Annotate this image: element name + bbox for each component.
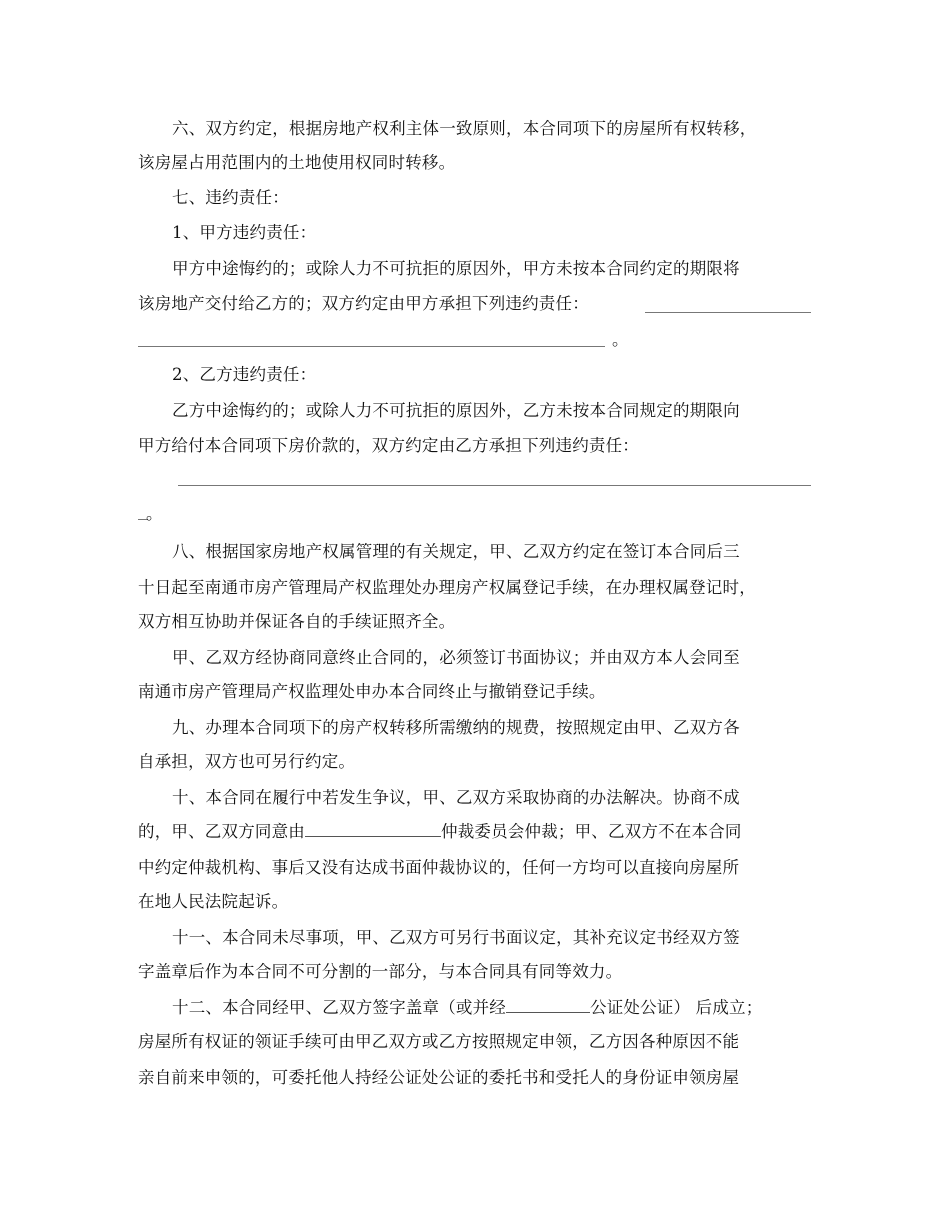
- clause-8-line-2: 十日起至南通市房产管理局产权监理处办理房产权属登记手续，在办理权属登记时，: [138, 578, 756, 597]
- clause-10-line-1: 十、本合同在履行中若发生争议，甲、乙双方采取协商的办法解决。协商不成: [172, 788, 740, 807]
- arbitration-blank: [305, 822, 441, 837]
- blank-line: [138, 346, 605, 347]
- notary-blank: [506, 998, 590, 1013]
- clause-8-line-1: 八、根据国家房地产权属管理的有关规定，甲、乙双方约定在签订本合同后三: [172, 542, 740, 561]
- clause-7-2-line-1: 乙方中途悔约的；或除人力不可抗拒的原因外，乙方未按本合同规定的期限向: [172, 401, 740, 420]
- clause-12-line-3: 亲自前来申领的，可委托他人持经公证处公证的委托书和受托人的身份证申领房屋: [138, 1068, 740, 1087]
- clause-10-line-2-part-2: 仲裁委员会仲裁；甲、乙双方不在本合同: [441, 822, 742, 841]
- clause-8-line-3: 双方相互协助并保证各自的手续证照齐全。: [138, 612, 456, 631]
- clause-6-line-2: 该房屋占用范围内的土地使用权同时转移。: [138, 153, 456, 172]
- clause-7-1-title: 1、甲方违约责任：: [172, 223, 317, 242]
- clause-12-line-1-part-2: 公证处公证） 后成立；: [590, 998, 763, 1017]
- clause-9-line-1: 九、办理本合同项下的房产权转移所需缴纳的规费，按照规定由甲、乙双方各: [172, 718, 740, 737]
- clause-9-line-2: 自承担，双方也可另行约定。: [138, 752, 356, 771]
- clause-10-line-3: 中约定仲裁机构、事后又没有达成书面仲裁协议的，任何一方均可以直接向房屋所: [138, 858, 740, 877]
- clause-12-line-1-part-1: 十二、本合同经甲、乙双方签字盖章（或并经: [172, 998, 506, 1017]
- clause-7-2-end: 。: [146, 504, 163, 523]
- clause-11-line-2: 字盖章后作为本合同不可分割的一部分，与本合同具有同等效力。: [138, 962, 623, 981]
- clause-7-title: 七、违约责任：: [172, 188, 289, 207]
- clause-12-line-2: 房屋所有权证的领证手续可由甲乙双方或乙方按照规定申领，乙方因各种原因不能: [138, 1032, 740, 1051]
- clause-7-1-end: 。: [612, 330, 629, 349]
- clause-8b-line-1: 甲、乙双方经协商同意终止合同的，必须签订书面协议；并由双方本人会同至: [172, 648, 740, 667]
- clause-12-line-1: [172, 997, 762, 1019]
- clause-10-line-4: 在地人民法院起诉。: [138, 892, 289, 911]
- clause-8b-line-2: 南通市房产管理局产权监理处申办本合同终止与撤销登记手续。: [138, 682, 606, 701]
- clause-7-1-line-2: 该房地产交付给乙方的；双方约定由甲方承担下列违约责任：: [138, 294, 589, 313]
- clause-7-1-line-1: 甲方中途悔约的；或除人力不可抗拒的原因外，甲方未按本合同约定的期限将: [172, 259, 740, 278]
- clause-7-2-line-2: 甲方给付本合同项下房价款的，双方约定由乙方承担下列违约责任：: [138, 436, 639, 455]
- clause-10-line-2-part-1: 的，甲、乙双方同意由: [138, 822, 305, 841]
- clause-10-line-2: [138, 821, 742, 843]
- clause-7-2-title: 2、乙方违约责任：: [172, 365, 317, 384]
- blank-line: [645, 312, 811, 313]
- blank-line: [178, 485, 811, 486]
- clause-11-line-1: 十一、本合同未尽事项，甲、乙双方可另行书面议定，其补充议定书经双方签: [172, 928, 740, 947]
- clause-6-line-1: 六、双方约定，根据房地产权利主体一致原则，本合同项下的房屋所有权转移，: [172, 119, 757, 138]
